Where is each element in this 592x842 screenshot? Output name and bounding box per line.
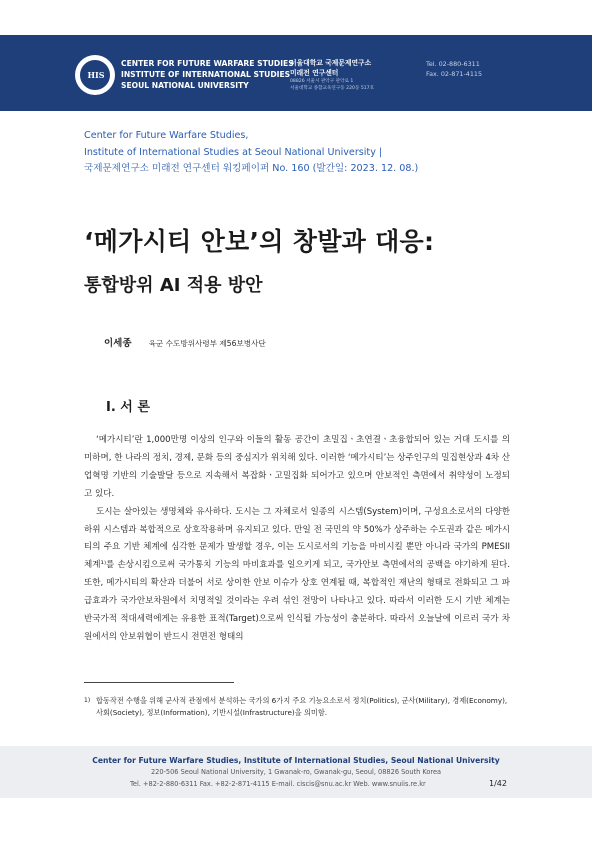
- body-paragraph: ‘메가시티’란 1,000만명 이상의 인구와 이들의 활동 공간이 초밀집ㆍ초연결ㆍ초융합되어 있는 거대 도시를 의미하며, 한 나라의 정치, 경제, 문화 등의 중심지가 위치해 있다. 이러한 ‘메가시티’는 상주인구의 밀집현상과 4차 산업혁명 기반의 기술발달 등으로 지속해서 복잡화ㆍ고밀집화 되어가고 있으며 안보적인 측면에서 취약성이 노정되고 있다.: [84, 435, 510, 499]
- footnote-number: 1): [84, 697, 91, 704]
- header-address-line: 서울대학교 종합교육연구동 220동 517호: [290, 85, 375, 91]
- header-korean-name: [290, 58, 371, 78]
- page-number: 1/42: [489, 779, 507, 788]
- header-english-name: [121, 58, 294, 91]
- footer-address: 220-506 Seoul National University, 1 Gwanak-ro, Gwanak-gu, Seoul, 08826 South Korea: [150, 768, 442, 776]
- snu-logo-icon: [75, 55, 115, 95]
- header-ko-line: 미래전 연구센터: [290, 69, 339, 77]
- header-fax: Fax. 02-871-4115: [426, 70, 483, 78]
- header-tel: Tel. 02-880-6311: [426, 60, 480, 68]
- series-line: Institute of International Studies at Seoul National University |: [84, 146, 383, 158]
- header-address-line: 08826 서울시 관악구 관악로 1: [290, 79, 354, 84]
- paper-subtitle: 통합방위 AI 적용 방안: [84, 275, 263, 296]
- author-line: [104, 335, 266, 349]
- series-info: [84, 128, 418, 178]
- header-en-line: INSTITUTE OF INTERNATIONAL STUDIES: [121, 70, 291, 79]
- series-line: Center for Future Warfare Studies,: [84, 130, 249, 141]
- header-contact: [426, 59, 482, 79]
- author-name: 이세종: [104, 338, 132, 349]
- body-paragraph: 도시는 살아있는 생명체와 유사하다. 도시는 그 자체로서 일종의 시스템(System)이며, 구성요소로서의 다양한 하위 시스템과 복합적으로 상호작용하며 유지되고 있다. 만일 전 국민의 약 50%가 상주하는 수도권과 같은 메가시티의 주요 기반 체계에 심각한 문제가 발생할 경우, 이는 도시로서의 기능을 마비시킬 뿐만 아니라 국가의 PMESII 체계¹⁾를 손상시킴으로써 국가통치 기능의 마비효과를 일으키게 되고, 국가안보 측면에서의 공백을 야기하게 된다. 또한, 메가시티의 확산과 더불어 서로 상이한 안보 이슈가 상호 연계될 때, 복합적인 재난의 형태로 전화되고 그 파급효과가 국가안보차원에서 치명적일 것이라는 우려 섞인 전망이 나타나고 있다. 따라서 이러한 도시 기반 체계는 반국가적 적대세력에게는 유용한 표적(Target)으로써 인식될 가능성이 충분하다. 따라서 오늘날에 이르러 국가 차원에서의 안보위협이 반드시 전면전 형태의: [84, 506, 510, 642]
- header-address: [290, 79, 374, 92]
- paper-title: ‘메가시티 안보’의 창발과 대응:: [84, 227, 435, 256]
- footnote-text: 합동작전 수행을 위해 군사적 관점에서 분석하는 국가의 6가지 주요 기능요소로서 정치(Politics), 군사(Military), 경제(Economy), 사회(Society), 정보(Information), 기반시설(Infrastructure)을 의미함.: [96, 696, 508, 718]
- footer-contact: Tel. +82-2-880-6311 Fax. +82-2-871-4115 E-mail. ciscis@snu.ac.kr Web. www.snuiis.re.kr: [130, 780, 426, 788]
- logo-emblem: [79, 59, 111, 91]
- header-en-line: CENTER FOR FUTURE WARFARE STUDIES: [121, 59, 294, 68]
- logo-text: HIS: [87, 70, 105, 80]
- header-en-line: SEOUL NATIONAL UNIVERSITY: [121, 81, 249, 90]
- footnote: [84, 695, 510, 720]
- author-affiliation: 육군 수도방위사령부 제56보병사단: [148, 339, 266, 348]
- body-text: [84, 432, 510, 647]
- footnote-divider: [84, 682, 234, 683]
- section-heading: Ⅰ. 서 론: [106, 400, 150, 415]
- footer-title: Center for Future Warfare Studies, Institute of International Studies, Seoul National University: [92, 756, 500, 765]
- header-ko-line: 서울대학교 국제문제연구소: [290, 59, 372, 67]
- series-line: 국제문제연구소 미래전 연구센터 워킹페이퍼 No. 160 (발간일: 2023. 12. 08.): [84, 163, 419, 174]
